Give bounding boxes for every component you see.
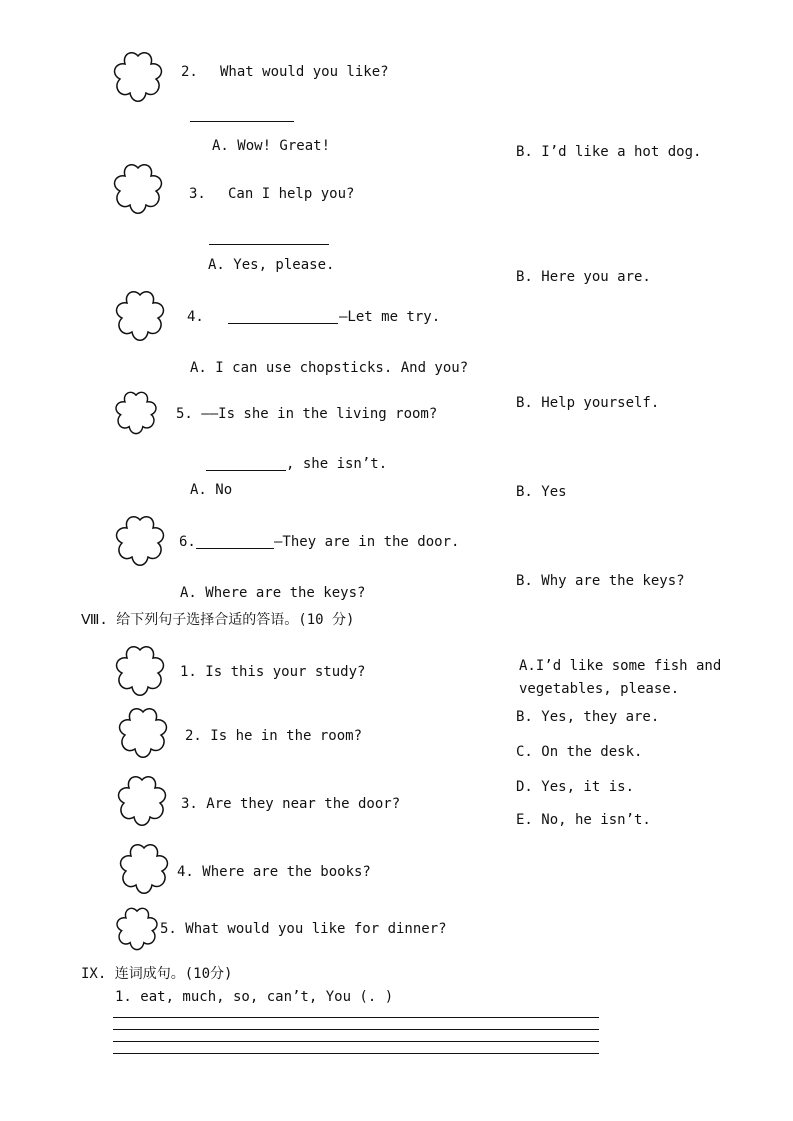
option-a: A. Wow! Great! — [212, 138, 331, 154]
flower-answer-box[interactable] — [111, 162, 165, 216]
answer-c: C. On the desk. — [516, 744, 643, 760]
flower-answer-box[interactable] — [111, 50, 165, 104]
option-b: B. Here you are. — [516, 269, 651, 285]
question-text: 5. ——Is she in the living room? — [176, 406, 438, 422]
writing-line[interactable] — [113, 1053, 599, 1054]
answer-suffix: , she isn’t. — [286, 456, 388, 472]
section-heading: Ⅷ. 给下列句子选择合适的答语。(10 分) — [81, 612, 355, 628]
question-number: 6. — [179, 534, 196, 550]
answer-blank[interactable] — [228, 323, 338, 324]
flower-answer-box[interactable] — [113, 644, 167, 698]
option-a: A. Where are the keys? — [180, 585, 366, 601]
option-b: B. Why are the keys? — [516, 573, 685, 589]
question-text: Can I help you? — [228, 186, 355, 202]
word-order-question: 1. eat, much, so, can’t, You (. ) — [115, 989, 394, 1005]
question-number: 3. — [189, 186, 206, 202]
writing-line[interactable] — [113, 1017, 599, 1018]
answer-b: B. Yes, they are. — [516, 709, 660, 725]
writing-line[interactable] — [113, 1029, 599, 1030]
option-b: B. Yes — [516, 484, 567, 500]
writing-line[interactable] — [113, 1041, 599, 1042]
section-heading: IX. 连词成句。(10分) — [81, 966, 233, 982]
question-text: What would you like? — [220, 64, 389, 80]
flower-answer-box[interactable] — [116, 706, 170, 760]
option-b: B. Help yourself. — [516, 395, 660, 411]
answer-blank[interactable] — [209, 244, 329, 245]
option-b: B. I’d like a hot dog. — [516, 144, 702, 160]
question-text: —They are in the door. — [274, 534, 460, 550]
question-number: 4. — [187, 309, 204, 325]
match-question: 5. What would you like for dinner? — [160, 921, 447, 937]
flower-answer-box[interactable] — [113, 514, 167, 568]
option-a: A. No — [190, 482, 233, 498]
option-a: A. I can use chopsticks. And you? — [190, 360, 469, 376]
match-question: 2. Is he in the room? — [185, 728, 363, 744]
option-a: A. Yes, please. — [208, 257, 335, 273]
flower-answer-box[interactable] — [113, 289, 167, 343]
flower-answer-box[interactable] — [115, 774, 169, 828]
question-text: —Let me try. — [339, 309, 441, 325]
match-question: 3. Are they near the door? — [181, 796, 401, 812]
flower-answer-box[interactable] — [117, 842, 171, 896]
answer-blank[interactable] — [190, 121, 294, 122]
flower-answer-box[interactable] — [113, 390, 159, 436]
answer-d: D. Yes, it is. — [516, 779, 635, 795]
answer-a: A.I’d like some fish and — [519, 658, 722, 674]
answer-blank[interactable] — [196, 548, 274, 549]
question-number: 2. — [181, 64, 198, 80]
answer-a-cont: vegetables, please. — [519, 681, 680, 697]
answer-blank[interactable] — [206, 470, 286, 471]
flower-answer-box[interactable] — [114, 906, 160, 952]
match-question: 1. Is this your study? — [180, 664, 366, 680]
match-question: 4. Where are the books? — [177, 864, 371, 880]
answer-e: E. No, he isn’t. — [516, 812, 651, 828]
